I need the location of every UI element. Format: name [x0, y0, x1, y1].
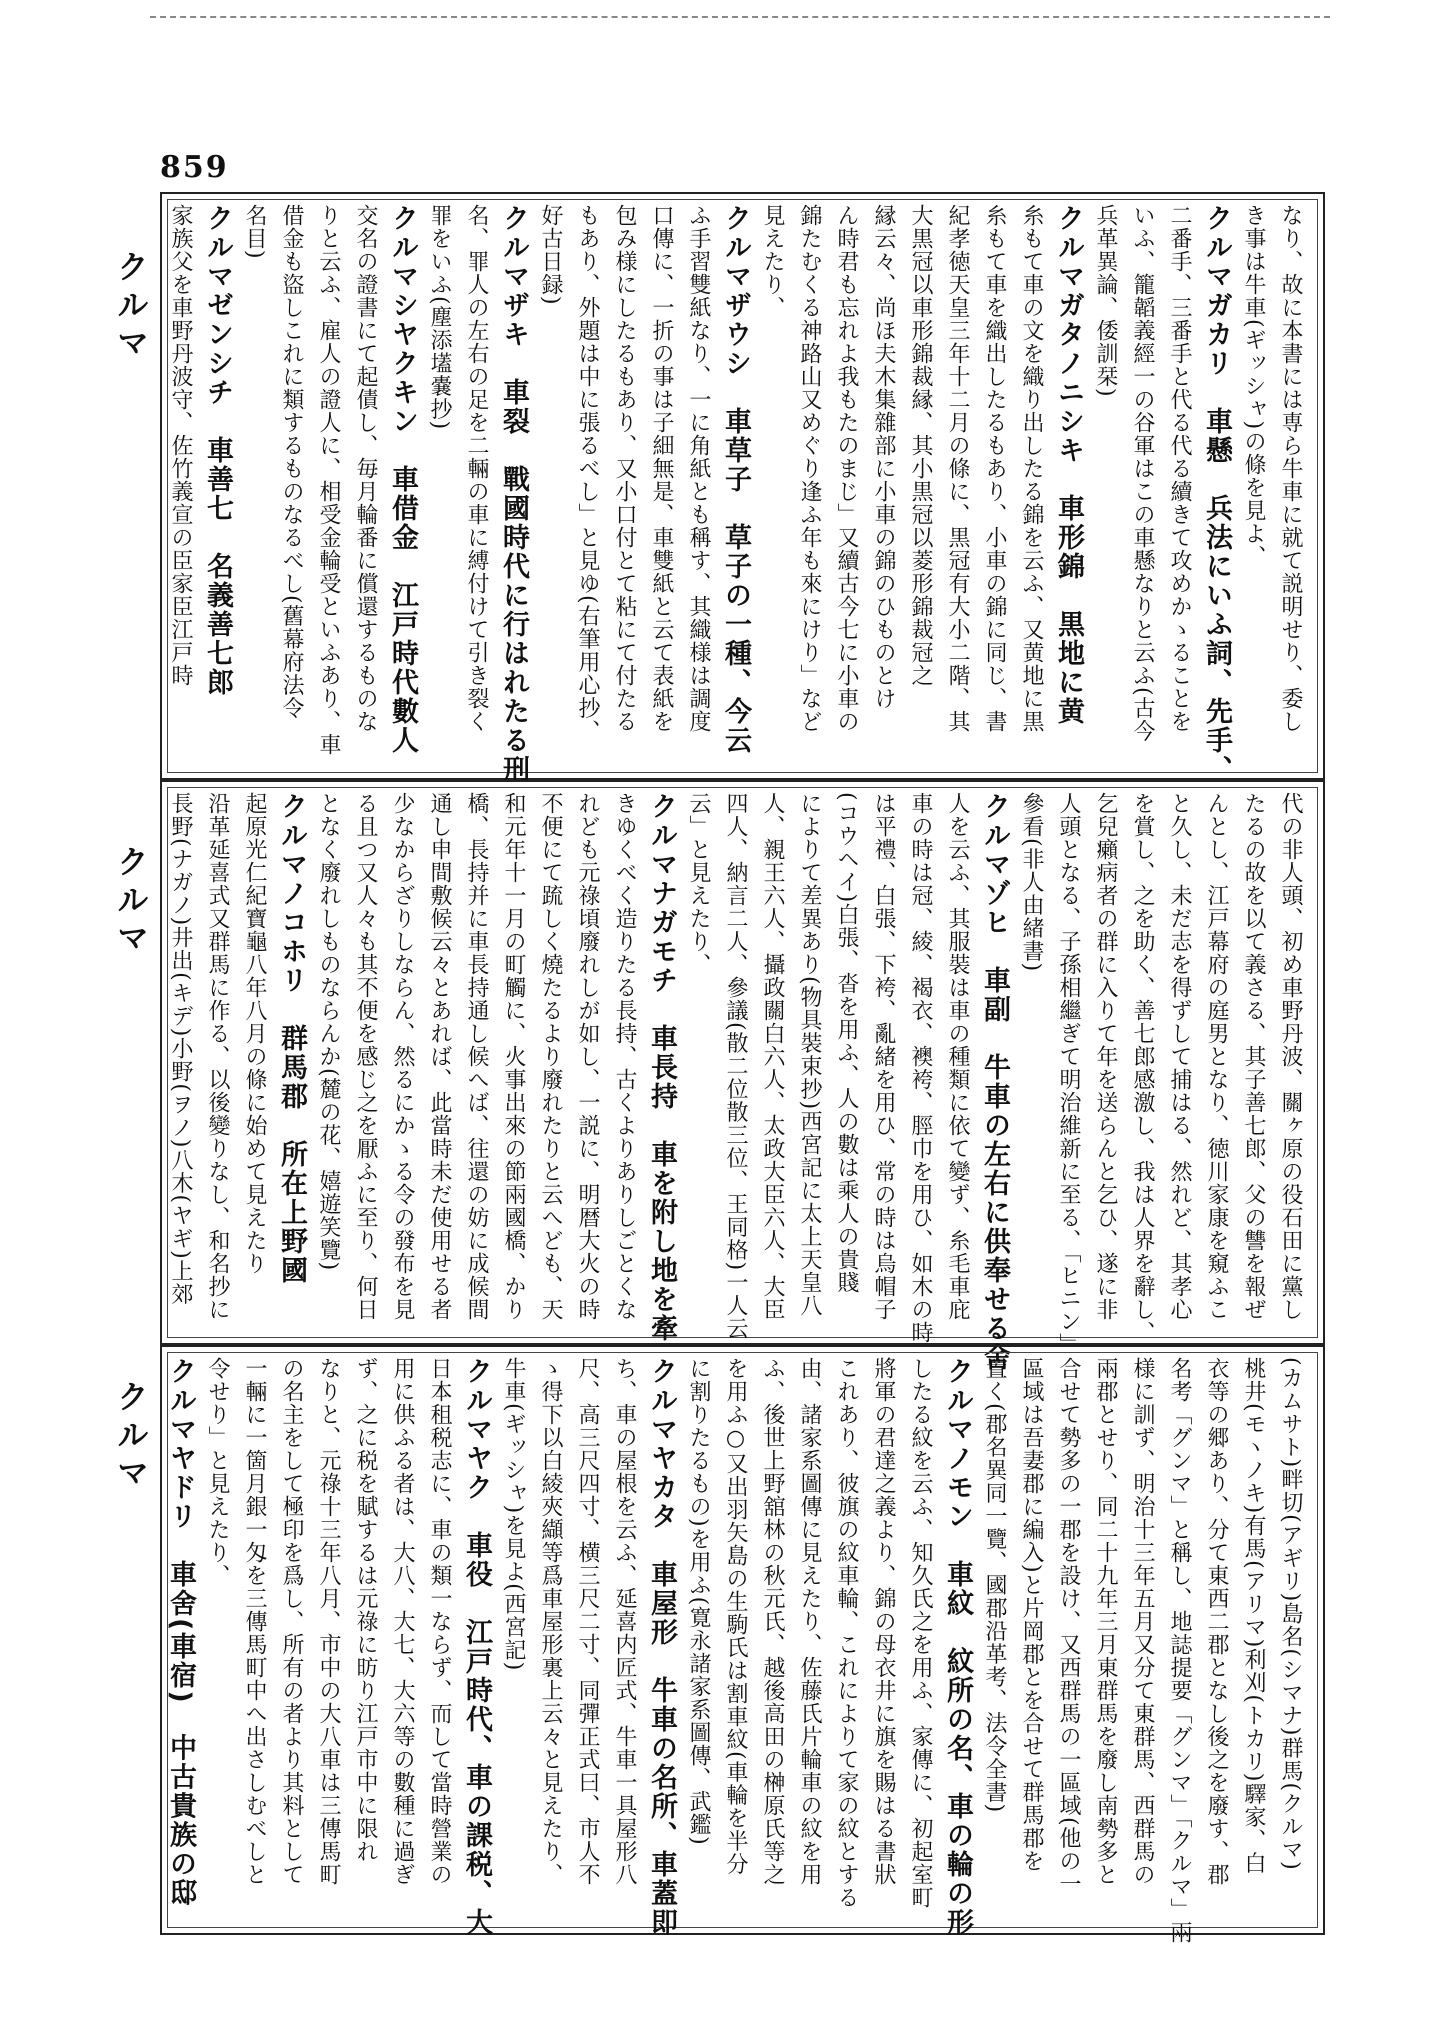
- text-column: 沿革延喜式又群馬に作る、以後變りなし、和名抄に: [205, 792, 230, 1321]
- text-column: 錦たむくる神路山又めぐり逢ふ年も來にけり」など: [797, 204, 822, 733]
- entry-headword: クルマノモン 車紋 紋所の名、車の輪の形: [942, 1357, 973, 1937]
- text-column: 大黒冠以車形錦裁縁、其小黒冠以菱形錦裁冠之: [908, 204, 933, 687]
- text-column: は平禮、白張、下袴、亂緒を用ひ、常の時は烏帽子: [871, 792, 896, 1321]
- text-column: れども元祿頃廢れしが如し、一説に、明暦大火の時: [575, 792, 600, 1321]
- text-column: 四人、納言二人、參議(散二位散三位、王同格)一人云: [723, 792, 748, 1341]
- text-column: 様に訓ず、明治十三年五月又分て東群馬、西群馬の: [1130, 1357, 1155, 1886]
- entry-headword: クルマヤドリ 車舍(車宿) 中古貴族の邸: [165, 1357, 196, 1908]
- text-column: 糸もて車の文を織り出したる錦を云ふ、又黄地に黒: [1019, 204, 1044, 733]
- text-column: なり、故に本書には専ら牛車に就て説明せり、委し: [1278, 204, 1303, 733]
- text-column: 牛車(ギッシャ)を見よ(西宮記): [501, 1357, 526, 1672]
- text-column: これあり、彼旗の紋車輪、これによりて家の紋とする: [834, 1357, 859, 1909]
- text-column: 不便にて䟽しく燒たるより廢れたりと云へども、天: [538, 792, 563, 1321]
- text-column: る且つ又人々も其不便を感じ之を厭ふに至り、何日: [353, 792, 378, 1321]
- text-column: 兵革異論、倭訓栞): [1093, 204, 1118, 398]
- top-border-rule: [150, 16, 1330, 18]
- text-column: いふ、籠韜義經一の谷軍はこの車懸なりと云ふ(古今: [1130, 204, 1155, 743]
- text-column: ず、之に税を賦するは元祿に昉り江戸市中に限れ: [353, 1357, 378, 1863]
- text-column: 長野(ナガノ)井出(キデ)小野(ヲノ)八木(ヤギ)上郊: [168, 792, 193, 1306]
- text-column: 車の時は冠、綾、褐衣、襖袴、脛巾を用ひ、如木の時: [908, 792, 933, 1344]
- text-column: 通し申間敷候云々とあれば、此當時未だ使用せる者: [427, 792, 452, 1321]
- text-column: 代の非人頭、初め車野丹波、關ヶ原の役石田に黨し: [1278, 792, 1303, 1321]
- page-number: 859: [160, 150, 229, 185]
- text-column: 衣等の郷あり、分て東西二郡となし後之を廢す、郡: [1204, 1357, 1229, 1886]
- text-column: たるの故を以て義さる、其子善七郎、父の讐を報ぜ: [1241, 792, 1266, 1321]
- entry-headword: クルマナガモチ 車長持 車を附し地を牽: [646, 792, 677, 1343]
- text-column: (コウヘイ)白張、沓を用ふ、人の數は乘人の貴賤: [834, 792, 859, 1295]
- text-column: 和元年十一月の町觸に、火事出來の節兩國橋、かり: [501, 792, 526, 1321]
- text-column: 口傳に、一折の事は子細無是、車雙紙と云て表紙を: [649, 204, 674, 733]
- text-column: 人、親王六人、攝政關白六人、太政大臣六人、大臣: [760, 792, 785, 1321]
- text-column: 日本租税志に、車の類一ならず、而して當時營業の: [427, 1357, 452, 1886]
- text-column: りと云ふ、雇人の證人に、相受金輪受といふあり、車: [316, 204, 341, 756]
- entry-headword: クルマゾヒ 車副 牛車の左右に供奉せる舍: [979, 792, 1010, 1372]
- entry-band-2: [160, 780, 1325, 1372]
- entry-headword: クルマガカリ 車懸 兵法にいふ詞、先手、: [1201, 204, 1232, 784]
- text-column: 參看(非人由緒書): [1019, 792, 1044, 973]
- band-2-text: [168, 792, 1309, 1372]
- text-column: 尺、高三尺四寸、横三尺二寸、同彈正式曰、市人不: [575, 1357, 600, 1886]
- text-column: 云」と見えたり、: [686, 792, 711, 976]
- text-column: き事は牛車(ギッシャ)の條を見よ、: [1241, 204, 1266, 569]
- text-column: ゝ得下以白綾夾纈等爲車屋形裏上云々と見えたり、: [538, 1357, 563, 1886]
- text-column: (カムサト)畔切(アギリ)島名(シマナ)群馬(クルマ): [1278, 1357, 1303, 1871]
- text-column: きゆくべく造りたる長持、古くよりありしごとくな: [612, 792, 637, 1321]
- side-headword-2: クルマ: [112, 845, 150, 959]
- text-column: 紀孝徳天皇三年十二月の條に、黒冠有大小二階、其: [945, 204, 970, 733]
- text-column: 將軍の君達之義より、錦の母衣井に旗を賜はる書狀: [871, 1357, 896, 1886]
- entry-headword: クルマガタノニシキ 車形錦 黒地に黄: [1053, 204, 1084, 726]
- text-column: 名考「グンマ」と稱し、地誌提要「グンマ」「クルマ」兩: [1167, 1357, 1192, 1944]
- text-column: を用ふ○又出羽矢島の生駒氏は割車紋(車輪を半分: [723, 1357, 748, 1876]
- text-column: 包み様にしたるもあり、又小口付とて粘にて付たる: [612, 204, 637, 733]
- text-column: と久し、未だ志を得ずして捕はる、然れど、其孝心: [1167, 792, 1192, 1321]
- text-column: 桃井(モヽノキ)有馬(アリマ)利刈(トカリ)驛家、白: [1241, 1357, 1266, 1875]
- text-column: なりと、元祿十三年八月、市中の大八車は三傳馬町: [316, 1357, 341, 1886]
- text-column: 橋、長持并に車長持通し候へば、往還の妨に成候間: [464, 792, 489, 1321]
- text-column: 縁云々、尚ほ夫木集雜部に小車の錦のひものとけ: [871, 204, 896, 710]
- band-1-text: [168, 204, 1309, 784]
- entry-band-3: [160, 1345, 1325, 1944]
- text-column: 人頭となる、子孫相繼ぎて明治維新に至る、「ヒニン」: [1056, 792, 1081, 1356]
- text-column: 糸もて車を織出したるもあり、小車の錦に同じ、書: [982, 204, 1007, 733]
- text-column: 名、罪人の左右の足を二輛の車に縛付けて引き裂く: [464, 204, 489, 733]
- entry-headword: クルマゼンシチ 車善七 名義善七郎: [202, 204, 233, 697]
- text-column: したる紋を云ふ、知久氏之を用ふ、家傳に、初起室町: [908, 1357, 933, 1909]
- text-column: を賞し、之を助く、善七郎感激し、我は人界を辭し、: [1130, 792, 1155, 1344]
- text-column: 人を云ふ、其服裝は車の種類に依て變ず、糸毛車庇: [945, 792, 970, 1321]
- text-column: 見えたり、: [760, 204, 785, 319]
- text-column: 乞兒癩病者の群に入りて年を送らんと乞ひ、遂に非: [1093, 792, 1118, 1321]
- band-3-text: [165, 1357, 1309, 1944]
- entry-headword: クルマザキ 車裂 戰國時代に行はれたる刑: [498, 204, 529, 784]
- text-column: 令せり」と見えたり、: [205, 1357, 230, 1587]
- text-column: 少なからざりしならん、然るにかゝる令の發布を見: [390, 792, 415, 1321]
- text-column: ふ手習雙紙なり、一に角紙とも稱す、其織様は調度: [686, 204, 711, 733]
- text-column: 罪をいふ(塵添壒嚢抄): [427, 204, 452, 431]
- text-column: 用に供ふる者は、大八、大七、大六等の數種に過ぎ: [390, 1357, 415, 1886]
- entry-band-1: [160, 192, 1325, 784]
- entry-headword: クルマシヤクキン 車借金 江戸時代數人: [387, 204, 418, 755]
- side-headword-3: クルマ: [112, 1380, 150, 1494]
- text-column: んとし、江戸幕府の庭男となり、徳川家康を窺ふこ: [1204, 792, 1229, 1321]
- text-column: 名目): [242, 204, 267, 260]
- text-column: 由、諸家系圖傳に見えたり、佐藤氏片輪車の紋を用: [797, 1357, 822, 1886]
- text-column: 交名の證書にて起債し、毎月輪番に償還するものな: [353, 204, 378, 733]
- text-column: によりて差異あり(物具裝束抄)西宮記に太上天皇八: [797, 792, 822, 1318]
- text-column: ん時君も忘れよ我もたのまじ」又續古今七に小車の: [834, 204, 859, 733]
- text-column: となく廢れしものならんか(麓の花、嬉遊笑覽): [316, 792, 341, 1272]
- entry-headword: クルマノコホリ 群馬郡 所在上野國: [276, 792, 307, 1285]
- side-headword-1: クルマ: [112, 250, 150, 364]
- text-column: に割りたるもの)を用ふ(寛永諸家系圖傳、武鑑): [686, 1357, 711, 1846]
- text-column: ち、車の屋根を云ふ、延喜内匠式、牛車一具屋形八: [612, 1357, 637, 1886]
- entry-headword: クルマヤカタ 車屋形 牛車の名所、車蓋即: [646, 1357, 677, 1937]
- text-column: 區域は吾妻郡に編入)と片岡郡とを合せて群馬郡を: [1019, 1357, 1044, 1873]
- text-column: 借金も盜しこれに類するものなるべし(舊幕府法令: [279, 204, 304, 720]
- text-column: 家族父を車野丹波守、佐竹義宣の臣家臣江戸時: [168, 204, 193, 687]
- text-column: 一輛に一箇月銀一匁を三傳馬町中へ出さしむべしと: [242, 1357, 267, 1886]
- text-column: もあり、外題は中に張るべし」と見ゆ(右筆用心抄、: [575, 204, 600, 743]
- entry-headword: クルマヤク 車役 江戸時代、車の課税、大: [461, 1357, 492, 1937]
- text-column: 好古日録): [538, 204, 563, 306]
- text-column: 合せて勢多の一郡を設け、又西群馬の一區域(他の一: [1056, 1357, 1081, 1896]
- text-column: ふ、後世上野舘林の秋元氏、越後高田の榊原氏等之: [760, 1357, 785, 1886]
- text-column: 置く(郡名異同一覽、國郡沿革考、法令全書): [982, 1357, 1007, 1814]
- text-column: 兩郡とせり、同二十九年三月東群馬を廢し南勢多と: [1093, 1357, 1118, 1886]
- text-column: の名主をして極印を爲し、所有の者より其料として: [279, 1357, 304, 1886]
- entry-headword: クルマザウシ 車草子 草子の一種、今云: [720, 204, 751, 755]
- text-column: 起原光仁紀寶龜八年八月の條に始めて見えたり: [242, 792, 267, 1275]
- text-column: 二番手、三番手と代る代る續きて攻めかゝることを: [1167, 204, 1192, 733]
